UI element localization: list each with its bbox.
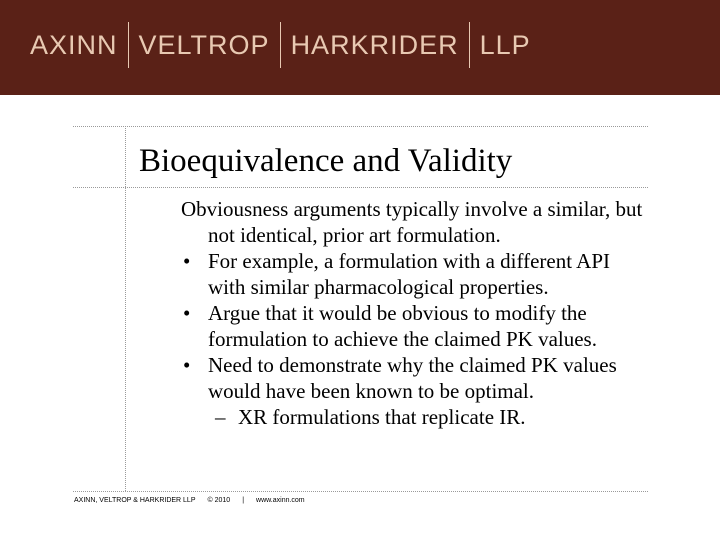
bottom-dotted-rule: [73, 491, 648, 492]
logo-word-harkrider: HARKRIDER: [290, 29, 459, 60]
bullet-text: For example, a formulation with a different API with similar pharmacological properties.: [208, 249, 611, 299]
bullet-text: Argue that it would be obvious to modify the formulation to achieve the claimed PK values.: [208, 301, 597, 351]
footer-website: www.axinn.com: [256, 497, 305, 504]
slide-footer: [74, 497, 305, 504]
logo-divider: [128, 22, 129, 68]
title-dotted-rule: [73, 187, 648, 188]
bullet-mark: •: [183, 249, 191, 273]
bullet-mark: •: [183, 301, 191, 325]
header-banner: [0, 0, 720, 95]
sub-bullet-text: XR formulations that replicate IR.: [238, 405, 526, 429]
firm-logo: [30, 22, 531, 68]
intro-paragraph: Obviousness arguments typically involve a similar, but not identical, prior art formulation.: [181, 197, 643, 247]
footer-firm: AXINN, VELTROP & HARKRIDER LLP: [74, 497, 196, 504]
bullet-item: [181, 300, 651, 352]
logo-divider: [280, 22, 281, 68]
sub-bullet-item: [181, 404, 651, 430]
bullet-mark: •: [183, 353, 191, 377]
left-dotted-rule: [125, 126, 126, 491]
logo-word-veltrop: VELTROP: [138, 29, 270, 60]
bullet-item: [181, 248, 651, 300]
logo-divider: [469, 22, 470, 68]
logo-word-llp: LLP: [479, 29, 531, 60]
bullet-text: Need to demonstrate why the claimed PK values would have been known to be optimal.: [208, 353, 617, 403]
footer-copyright: © 2010: [207, 497, 231, 504]
top-dotted-rule: [73, 126, 648, 127]
footer-separator: |: [242, 497, 245, 504]
slide-body: [181, 196, 651, 430]
logo-word-axinn: AXINN: [30, 29, 118, 60]
slide-title: Bioequivalence and Validity: [139, 143, 513, 179]
sub-bullet-mark: –: [215, 405, 226, 429]
bullet-item: [181, 352, 651, 404]
